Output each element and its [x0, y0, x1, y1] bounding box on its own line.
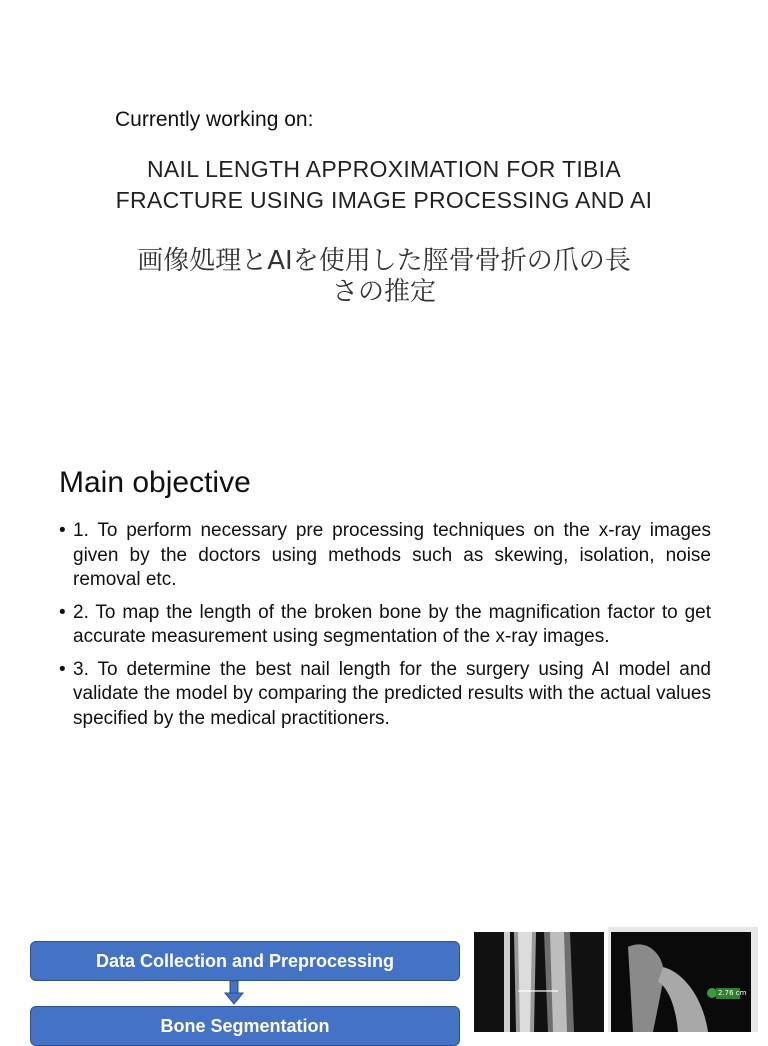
title-english-line-1: NAIL LENGTH APPROXIMATION FOR TIBIA: [147, 156, 621, 182]
title-english-line-2: FRACTURE USING IMAGE PROCESSING AND AI: [115, 187, 653, 213]
working-label: Currently working on:: [115, 108, 314, 131]
objective-heading: Main objective: [59, 466, 251, 499]
title-japanese-line-1: 画像処理とAIを使用した脛骨骨折の爪の長: [137, 246, 631, 276]
flow-step-bone-segmentation: Bone Segmentation: [30, 1006, 460, 1046]
objective-list: [59, 519, 711, 739]
objective-item-1: • 1. To perform necessary pre processing techniques on the x-ray images given by the doctors using methods such as skewing, isolation, noise removal etc.: [59, 519, 711, 593]
xray-leg-icon: [474, 932, 604, 1032]
title-japanese: [100, 246, 668, 308]
objective-item-3: • 3. To determine the best nail length for the surgery using AI model and validate the model by comparing the predicted results with the actual values specified by the medical practitioners.: [59, 658, 711, 732]
xray-knee-icon: [608, 927, 758, 1032]
flow-arrow-down-icon: [224, 981, 244, 1005]
measurement-label: 2.76 cm: [718, 989, 747, 997]
xray-image-leg: [474, 932, 604, 1032]
objective-item-2: • 2. To map the length of the broken bone by the magnification factor to get accurate measurement using segmentation of the x-ray images.: [59, 601, 711, 650]
flow-step-data-collection: Data Collection and Preprocessing: [30, 941, 460, 981]
title-japanese-line-2: さの推定: [331, 277, 436, 307]
title-english: [100, 154, 668, 216]
xray-image-measurement: [608, 927, 758, 1032]
